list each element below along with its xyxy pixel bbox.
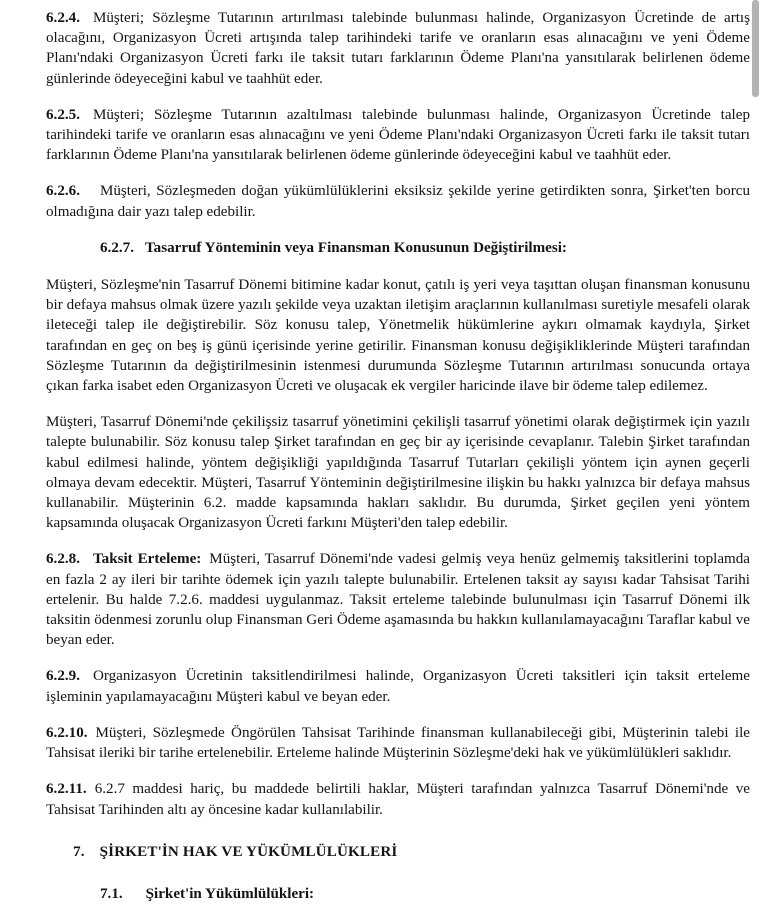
vertical-scrollbar-track[interactable] — [752, 0, 759, 768]
section-heading-7 — [46, 842, 750, 862]
vertical-scrollbar-thumb[interactable] — [752, 0, 759, 97]
subsection-paragraph-2: Müşteri, Tasarruf Dönemi'nde çekilişsiz tasarruf yönetimini çekilişli tasarruf yönetimi olarak değiştirmek için yazılı talepte bulunabilir. Söz konusu talep Şirket tarafından en geç bir ay içerisinde cevaplanır. Talebin Şirket tarafından kabul edilmesi halinde, yöntem değişikliği yapıldığında Tasarruf Tutarları çekilişli yöntem için aynen geçerli olmaya devam edecektir. Müşteri, Tasarruf Yönteminin değiştirilmesine ilişkin bu hakkı yalnızca bir defaya mahsus kullanabilir. Müşterinin 6.2. madde kapsamında hakları saklıdır. Bu durumda, Şirket geçilen yeni yöntem kapsamında oluşacak Organizasyon Ücreti farkını Müşteri'den talep edebilir. — [46, 414, 750, 532]
section-title: Şirket'in Yükümlülükleri: — [145, 885, 315, 902]
clause-number: 6.2.10. — [46, 724, 88, 741]
clause-number: 6.2.6. — [46, 183, 80, 200]
clause-text: 6.2.7 maddesi hariç, bu maddede belirtili haklar, Müşteri tarafından yalnızca Tasarruf Dönemi'nde ve Tahsisat Tarihinden altı ay öncesine kadar kullanılabilir. — [46, 781, 750, 818]
clause-text: Organizasyon Ücretinin taksitlendirilmesi halinde, Organizasyon Ücreti taksitleri için taksit erteleme işleminin yapılamayacağını Müşteri kabul ve beyan eder. — [46, 668, 750, 705]
clause-text: Müşteri; Sözleşme Tutarının artırılması talebinde bulunması halinde, Organizasyon Ücretinde de artış olacağını, Organizasyon Ücreti artışında talep tarihindeki tarife ve oranların esas alınacağını ve yeni Ödeme Planı'ndaki Organizasyon Ücreti farkı ile taksit tutarı farklarının Ödeme Planı'na yansıtılarak belirlenen ödeme günlerinde ödeyeceğini kabul ve taahhüt eder. — [46, 10, 750, 87]
clause-number: 6.2.11. — [46, 781, 87, 798]
section-heading-7-1 — [46, 884, 750, 904]
clause-text: Müşteri, Sözleşmede Öngörülen Tahsisat Tarihinde finansman kullanabileceği gibi, Müşterinin talebi ile Tahsisat ileriki bir tarihe ertelenebilir. Erteleme halinde Müşterinin Sözleşme'deki hak ve yükümlülükleri saklıdır. — [46, 724, 750, 762]
document-body — [46, 8, 750, 904]
clause-number: 6.2.8. — [46, 551, 80, 568]
clause-number: 6.2.4. — [46, 10, 80, 26]
section-number: 7. — [73, 843, 85, 860]
subsection-title: Tasarruf Yönteminin veya Finansman Konusunun Değiştirilmesi: — [144, 239, 567, 256]
clause-paragraph-6-2-11 — [46, 779, 750, 819]
clause-text: Müşteri, Sözleşmeden doğan yükümlülüklerini eksiksiz şekilde yerine getirdikten sonra, Şirket'ten borcu olmadığına dair yazı talep edebilir. — [46, 183, 750, 220]
clause-number: 6.2.9. — [46, 668, 80, 685]
subsection-heading-6-2-7 — [46, 238, 750, 258]
clause-text: Müşteri, Tasarruf Dönemi'nde vadesi gelmiş veya henüz gelmemiş taksitlerini toplamda en fazla 2 ay ileri bir tarihte ödemek için yazılı talepte bulunabilir. Ertelenen taksit ay sayısı kadar Tahsisat Tarihi ertelenir. Bu halde 7.2.6. maddesi uygulanmaz. Taksit erteleme talebinde bulunulması için Tasarruf Dönemi ilk taksitin ödenmesi zorunlu olup Finansman Geri Ödeme aşamasında bu hakkın kullanılamayacağını Taraflar kabul ve beyan eder. — [46, 551, 750, 649]
clause-paragraph-6-2-5 — [46, 105, 750, 166]
clause-runin-title: Taksit Erteleme: — [92, 551, 202, 568]
subsection-number: 6.2.7. — [100, 239, 134, 256]
clause-paragraph-6-2-8 — [46, 549, 750, 650]
clause-number: 6.2.5. — [46, 106, 80, 123]
clause-text: Müşteri; Sözleşme Tutarının azaltılması talebinde bulunması halinde, Organizasyon Ücretinde talep tarihindeki tarife ve oranların esas alınacağını ve yeni Ödeme Planı'ndaki Organizasyon Ücreti farkı ile taksit tutarı farklarının Ödeme Planı'na yansıtılarak belirlenen ödeme günlerinde ödeyeceğini kabul ve taahhüt eder. — [46, 106, 750, 164]
clause-paragraph-6-2-10 — [46, 723, 750, 763]
section-title: ŞİRKET'İN HAK VE YÜKÜMLÜLÜKLERİ — [99, 843, 398, 860]
clause-paragraph-6-2-4 — [46, 8, 750, 89]
subsection-paragraph-1: Müşteri, Sözleşme'nin Tasarruf Dönemi bitimine kadar konut, çatılı iş yeri veya taşıttan oluşan finansman konusunu bir defaya mahsus olmak üzere yazılı şekilde veya uzaktan iletişim araçlarının kullanılması suretiyle mesafeli olarak ileteceği talep ile değiştirebilir. Söz konusu talep, Yönetmelik hükümlerine aykırı olmamak kaydıyla, Şirket tarafından en geç on beş iş günü içerisinde yerine getirilir. Finansman konusu değişikliklerinde Müşteri tarafından Sözleşme Tutarının da değiştirilmesinin istenmesi durumunda Sözleşme Tutarının artırılması sonucunda ortaya çıkan farka isabet eden Organizasyon Ücreti ve oluşacak ek vergiler haricinde ilave bir ödeme talep edilemez. — [46, 277, 750, 395]
clause-paragraph-6-2-6 — [46, 181, 750, 221]
clause-paragraph-6-2-9 — [46, 666, 750, 706]
section-number: 7.1. — [100, 885, 123, 902]
